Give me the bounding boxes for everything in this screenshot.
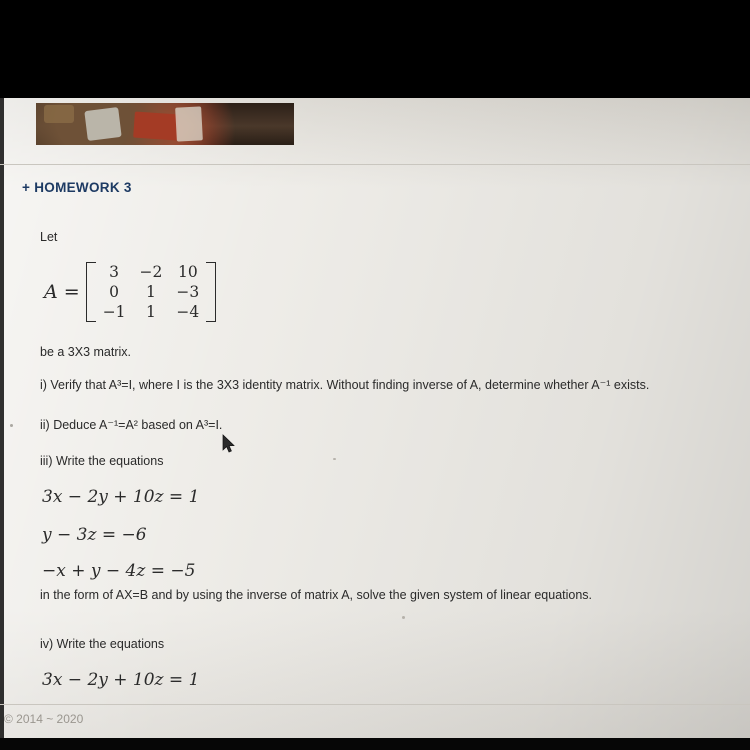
paper-speck-b xyxy=(333,458,336,460)
matrix-cell: 3 xyxy=(109,263,120,281)
table-row xyxy=(96,262,207,282)
matrix-cell: 1 xyxy=(146,283,156,301)
homework-title[interactable]: + HOMEWORK 3 xyxy=(22,180,132,195)
table-row xyxy=(96,282,207,302)
copyright-footer: © 2014 ~ 2020 xyxy=(4,712,84,726)
intro-text: Let xyxy=(40,230,58,244)
equation-iii-1: 3x − 2y + 10z = 1 xyxy=(42,487,200,507)
question-iii: iii) Write the equations xyxy=(40,454,164,468)
equation-iii-2: y − 3z = −6 xyxy=(42,525,147,545)
paper-speck-c xyxy=(402,616,405,619)
after-matrix-text: be a 3X3 matrix. xyxy=(40,345,132,359)
table-row xyxy=(96,302,207,322)
matrix-cell: 10 xyxy=(177,263,198,281)
matrix-right-bracket xyxy=(206,262,216,322)
equation-iii-3: −x + y − 4z = −5 xyxy=(42,561,196,581)
paper-speck-a xyxy=(10,424,13,427)
matrix-a xyxy=(44,262,216,322)
matrix-cell: 1 xyxy=(146,303,156,321)
matrix-cell: −2 xyxy=(139,263,163,281)
question-iv: iv) Write the equations xyxy=(40,637,165,651)
matrix-grid xyxy=(96,262,207,322)
matrix-cell: −4 xyxy=(176,303,200,321)
matrix-cell: −3 xyxy=(176,283,200,301)
question-i: i) Verify that A³=I, where I is the 3X3 identity matrix. Without finding inverse of A, determine whether A⁻¹ exists. xyxy=(40,378,650,392)
question-iii-tail: in the form of AX=B and by using the inverse of matrix A, solve the given system of linear equations. xyxy=(40,588,593,602)
matrix-cell: 0 xyxy=(109,283,120,301)
matrix-label: A = xyxy=(44,281,80,303)
matrix-left-bracket xyxy=(86,262,96,322)
equation-iv-1: 3x − 2y + 10z = 1 xyxy=(42,670,200,690)
question-ii: ii) Deduce A⁻¹=A² based on A³=I. xyxy=(40,418,223,432)
matrix-cell: −1 xyxy=(102,303,126,321)
mouse-pointer-icon xyxy=(222,434,236,454)
